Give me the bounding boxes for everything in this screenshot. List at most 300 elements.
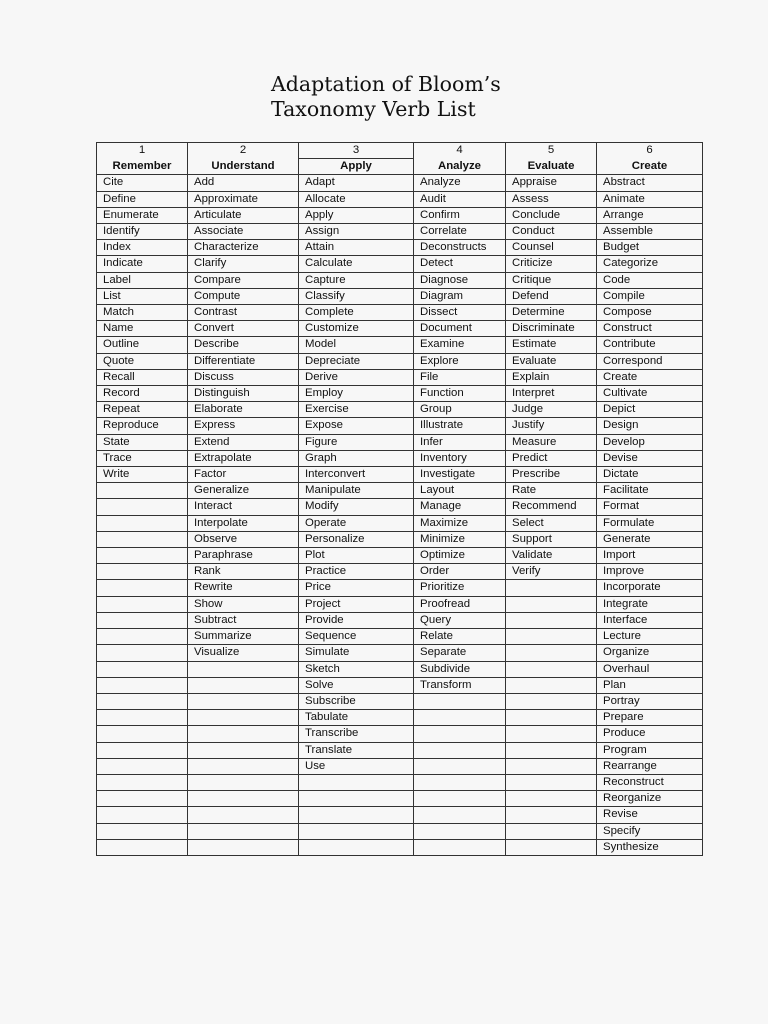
table-row xyxy=(97,515,703,531)
table-row xyxy=(97,337,703,353)
verb-cell xyxy=(97,596,188,612)
verb-cell xyxy=(97,791,188,807)
verb-cell xyxy=(97,612,188,628)
verb-cell: Proofread xyxy=(414,596,506,612)
table-row xyxy=(97,564,703,580)
verb-cell: Animate xyxy=(597,191,703,207)
verb-cell: Audit xyxy=(414,191,506,207)
verb-cell: Employ xyxy=(299,386,414,402)
verb-cell xyxy=(414,758,506,774)
verb-cell xyxy=(97,807,188,823)
verb-cell xyxy=(506,726,597,742)
verb-cell: Compute xyxy=(188,288,299,304)
verb-cell xyxy=(506,596,597,612)
level-number-cell: 6 xyxy=(597,143,703,159)
verb-cell: Transcribe xyxy=(299,726,414,742)
level-header-row xyxy=(97,159,703,175)
verb-cell: Investigate xyxy=(414,467,506,483)
verb-cell xyxy=(188,791,299,807)
verb-cell: Approximate xyxy=(188,191,299,207)
verb-cell: Define xyxy=(97,191,188,207)
level-number-cell: 1 xyxy=(97,143,188,159)
verb-cell: Rearrange xyxy=(597,758,703,774)
verb-cell: Predict xyxy=(506,450,597,466)
verb-cell: Allocate xyxy=(299,191,414,207)
verb-cell xyxy=(97,758,188,774)
verb-cell: Overhaul xyxy=(597,661,703,677)
verb-cell xyxy=(97,774,188,790)
verb-cell: Reorganize xyxy=(597,791,703,807)
verb-cell: Appraise xyxy=(506,175,597,191)
verb-cell: Sketch xyxy=(299,661,414,677)
verb-cell: Subdivide xyxy=(414,661,506,677)
verb-cell: Cultivate xyxy=(597,386,703,402)
verb-cell xyxy=(97,629,188,645)
verb-cell xyxy=(188,710,299,726)
verb-cell: Detect xyxy=(414,256,506,272)
verb-cell: Recommend xyxy=(506,499,597,515)
verb-cell: Explore xyxy=(414,353,506,369)
document-title xyxy=(271,72,501,122)
verb-cell: Examine xyxy=(414,337,506,353)
verb-cell: Group xyxy=(414,402,506,418)
verb-cell: Subtract xyxy=(188,612,299,628)
table-row xyxy=(97,645,703,661)
verb-cell xyxy=(97,531,188,547)
verb-cell: Manipulate xyxy=(299,483,414,499)
verb-cell: Criticize xyxy=(506,256,597,272)
verb-cell: Select xyxy=(506,515,597,531)
verb-cell: Order xyxy=(414,564,506,580)
verb-cell xyxy=(506,645,597,661)
verb-cell: Expose xyxy=(299,418,414,434)
verb-cell: Support xyxy=(506,531,597,547)
level-number-cell: 2 xyxy=(188,143,299,159)
table-row xyxy=(97,612,703,628)
verb-cell: Integrate xyxy=(597,596,703,612)
verb-cell xyxy=(506,580,597,596)
verb-cell: Compile xyxy=(597,288,703,304)
verb-cell xyxy=(506,710,597,726)
verb-cell xyxy=(299,791,414,807)
verb-cell: Contribute xyxy=(597,337,703,353)
verb-cell xyxy=(506,774,597,790)
verb-cell xyxy=(188,742,299,758)
verb-cell: Estimate xyxy=(506,337,597,353)
verb-cell: Rank xyxy=(188,564,299,580)
verb-cell: Practice xyxy=(299,564,414,580)
verb-cell xyxy=(414,710,506,726)
table-row xyxy=(97,791,703,807)
verb-cell: Customize xyxy=(299,321,414,337)
verb-cell: Rate xyxy=(506,483,597,499)
table-row xyxy=(97,596,703,612)
table-row xyxy=(97,240,703,256)
verb-cell xyxy=(188,661,299,677)
verb-cell xyxy=(97,548,188,564)
table-row xyxy=(97,661,703,677)
verb-cell xyxy=(414,791,506,807)
verb-cell: Adapt xyxy=(299,175,414,191)
verb-cell: Express xyxy=(188,418,299,434)
verb-cell xyxy=(506,807,597,823)
verb-cell xyxy=(188,693,299,709)
verb-cell: Lecture xyxy=(597,629,703,645)
verb-cell: Contrast xyxy=(188,305,299,321)
verb-cell: Simulate xyxy=(299,645,414,661)
verb-cell: Classify xyxy=(299,288,414,304)
table-row xyxy=(97,677,703,693)
verb-cell xyxy=(97,839,188,855)
table-row xyxy=(97,467,703,483)
verb-cell: Layout xyxy=(414,483,506,499)
verb-cell: Provide xyxy=(299,612,414,628)
verb-cell xyxy=(97,661,188,677)
table-row xyxy=(97,774,703,790)
table-row xyxy=(97,224,703,240)
verb-cell: Elaborate xyxy=(188,402,299,418)
verb-cell: Portray xyxy=(597,693,703,709)
verb-cell: Use xyxy=(299,758,414,774)
verb-cell: Reconstruct xyxy=(597,774,703,790)
verb-cell: Match xyxy=(97,305,188,321)
verb-cell: Program xyxy=(597,742,703,758)
verb-cell: Prepare xyxy=(597,710,703,726)
column-header-remember: Remember xyxy=(97,159,188,175)
verb-cell: Import xyxy=(597,548,703,564)
verb-cell: Graph xyxy=(299,450,414,466)
verb-cell: Reproduce xyxy=(97,418,188,434)
verb-cell: Format xyxy=(597,499,703,515)
verb-cell xyxy=(414,823,506,839)
verb-cell xyxy=(188,726,299,742)
verb-cell: Paraphrase xyxy=(188,548,299,564)
verb-cell: Infer xyxy=(414,434,506,450)
verb-cell: Incorporate xyxy=(597,580,703,596)
verb-cell: Determine xyxy=(506,305,597,321)
table-row xyxy=(97,823,703,839)
verb-cell: Articulate xyxy=(188,207,299,223)
verb-cell: Describe xyxy=(188,337,299,353)
verb-cell xyxy=(414,807,506,823)
verb-cell xyxy=(506,742,597,758)
verb-cell: Optimize xyxy=(414,548,506,564)
verb-cell: Query xyxy=(414,612,506,628)
verb-cell: Assign xyxy=(299,224,414,240)
level-number-cell: 3 xyxy=(299,143,414,159)
table-row xyxy=(97,548,703,564)
verb-cell: Function xyxy=(414,386,506,402)
verb-cell xyxy=(97,515,188,531)
verb-cell xyxy=(299,807,414,823)
verb-cell: Synthesize xyxy=(597,839,703,855)
table-row xyxy=(97,434,703,450)
verb-cell: Interface xyxy=(597,612,703,628)
verb-cell: Measure xyxy=(506,434,597,450)
verb-cell: Extend xyxy=(188,434,299,450)
verb-cell: Correlate xyxy=(414,224,506,240)
verb-cell: Prioritize xyxy=(414,580,506,596)
verb-cell: Associate xyxy=(188,224,299,240)
table-row xyxy=(97,710,703,726)
verb-cell: Conclude xyxy=(506,207,597,223)
verb-cell: Record xyxy=(97,386,188,402)
column-header-evaluate: Evaluate xyxy=(506,159,597,175)
verb-cell: Illustrate xyxy=(414,418,506,434)
verb-cell: Convert xyxy=(188,321,299,337)
verb-cell xyxy=(506,677,597,693)
verb-cell: Separate xyxy=(414,645,506,661)
verb-cell: Label xyxy=(97,272,188,288)
verb-cell: Repeat xyxy=(97,402,188,418)
verb-table-body xyxy=(97,143,703,856)
verb-cell: Price xyxy=(299,580,414,596)
verb-cell: Distinguish xyxy=(188,386,299,402)
verb-cell: Code xyxy=(597,272,703,288)
verb-cell: Depict xyxy=(597,402,703,418)
verb-cell: Observe xyxy=(188,531,299,547)
verb-cell: Inventory xyxy=(414,450,506,466)
verb-cell: Discuss xyxy=(188,369,299,385)
verb-cell: Interpolate xyxy=(188,515,299,531)
verb-cell: Project xyxy=(299,596,414,612)
verb-cell: Generate xyxy=(597,531,703,547)
table-row xyxy=(97,353,703,369)
verb-cell: Analyze xyxy=(414,175,506,191)
verb-cell: Generalize xyxy=(188,483,299,499)
verb-cell: Interact xyxy=(188,499,299,515)
verb-cell: Formulate xyxy=(597,515,703,531)
verb-cell: Translate xyxy=(299,742,414,758)
verb-cell xyxy=(97,823,188,839)
verb-cell: Enumerate xyxy=(97,207,188,223)
verb-table xyxy=(96,142,703,856)
verb-cell xyxy=(97,483,188,499)
verb-cell xyxy=(97,710,188,726)
verb-cell: Create xyxy=(597,369,703,385)
verb-cell: Apply xyxy=(299,207,414,223)
verb-cell: Maximize xyxy=(414,515,506,531)
verb-cell xyxy=(299,839,414,855)
verb-cell: Cite xyxy=(97,175,188,191)
verb-cell: Write xyxy=(97,467,188,483)
table-row xyxy=(97,288,703,304)
verb-cell xyxy=(97,742,188,758)
verb-cell: Discriminate xyxy=(506,321,597,337)
verb-cell xyxy=(506,661,597,677)
verb-cell: Prescribe xyxy=(506,467,597,483)
verb-cell: Indicate xyxy=(97,256,188,272)
table-row xyxy=(97,386,703,402)
verb-cell xyxy=(414,839,506,855)
verb-cell: Plot xyxy=(299,548,414,564)
level-number-row xyxy=(97,143,703,159)
verb-cell xyxy=(506,823,597,839)
verb-cell: Sequence xyxy=(299,629,414,645)
verb-cell: Interpret xyxy=(506,386,597,402)
verb-cell: Compare xyxy=(188,272,299,288)
verb-cell xyxy=(188,677,299,693)
verb-cell: Dissect xyxy=(414,305,506,321)
verb-cell: Confirm xyxy=(414,207,506,223)
verb-cell xyxy=(97,580,188,596)
table-row xyxy=(97,531,703,547)
verb-cell: Factor xyxy=(188,467,299,483)
verb-cell: Recall xyxy=(97,369,188,385)
verb-cell: Design xyxy=(597,418,703,434)
verb-cell: Figure xyxy=(299,434,414,450)
title-line-2: Taxonomy Verb List xyxy=(271,97,476,121)
verb-cell: Minimize xyxy=(414,531,506,547)
verb-cell: Exercise xyxy=(299,402,414,418)
verb-cell xyxy=(506,629,597,645)
table-row xyxy=(97,207,703,223)
verb-cell: Calculate xyxy=(299,256,414,272)
table-row xyxy=(97,839,703,855)
column-header-create: Create xyxy=(597,159,703,175)
verb-cell xyxy=(188,839,299,855)
verb-cell xyxy=(414,693,506,709)
table-row xyxy=(97,483,703,499)
table-row xyxy=(97,175,703,191)
verb-cell: Identify xyxy=(97,224,188,240)
verb-cell: Budget xyxy=(597,240,703,256)
verb-cell xyxy=(188,807,299,823)
verb-cell: Derive xyxy=(299,369,414,385)
verb-cell: Counsel xyxy=(506,240,597,256)
verb-cell: Categorize xyxy=(597,256,703,272)
verb-cell xyxy=(506,758,597,774)
verb-cell: Specify xyxy=(597,823,703,839)
table-row xyxy=(97,272,703,288)
table-row xyxy=(97,499,703,515)
verb-cell: Index xyxy=(97,240,188,256)
verb-cell: Transform xyxy=(414,677,506,693)
verb-cell: Relate xyxy=(414,629,506,645)
verb-cell: Depreciate xyxy=(299,353,414,369)
table-row xyxy=(97,402,703,418)
verb-cell xyxy=(97,693,188,709)
verb-cell: Organize xyxy=(597,645,703,661)
verb-cell: Summarize xyxy=(188,629,299,645)
table-row xyxy=(97,191,703,207)
verb-cell: Add xyxy=(188,175,299,191)
table-row xyxy=(97,580,703,596)
table-row xyxy=(97,758,703,774)
verb-cell: Revise xyxy=(597,807,703,823)
verb-cell: Complete xyxy=(299,305,414,321)
verb-cell: Abstract xyxy=(597,175,703,191)
verb-cell: State xyxy=(97,434,188,450)
table-row xyxy=(97,369,703,385)
verb-cell: Validate xyxy=(506,548,597,564)
verb-cell xyxy=(414,726,506,742)
verb-cell: Devise xyxy=(597,450,703,466)
verb-cell: Personalize xyxy=(299,531,414,547)
verb-cell xyxy=(97,645,188,661)
verb-cell: Assemble xyxy=(597,224,703,240)
verb-cell: Trace xyxy=(97,450,188,466)
verb-cell xyxy=(506,693,597,709)
table-row xyxy=(97,256,703,272)
verb-cell: Extrapolate xyxy=(188,450,299,466)
verb-cell: Explain xyxy=(506,369,597,385)
verb-cell xyxy=(506,839,597,855)
verb-cell: Solve xyxy=(299,677,414,693)
verb-cell: Conduct xyxy=(506,224,597,240)
verb-cell: Manage xyxy=(414,499,506,515)
verb-cell xyxy=(97,499,188,515)
verb-cell: File xyxy=(414,369,506,385)
verb-cell xyxy=(414,774,506,790)
verb-cell xyxy=(188,823,299,839)
verb-cell xyxy=(97,564,188,580)
verb-cell: Model xyxy=(299,337,414,353)
verb-cell xyxy=(506,791,597,807)
verb-cell: Subscribe xyxy=(299,693,414,709)
verb-cell: Show xyxy=(188,596,299,612)
verb-cell: Assess xyxy=(506,191,597,207)
table-row xyxy=(97,693,703,709)
verb-cell: Construct xyxy=(597,321,703,337)
verb-cell: Arrange xyxy=(597,207,703,223)
verb-cell xyxy=(299,774,414,790)
verb-cell: Modify xyxy=(299,499,414,515)
verb-cell: Clarify xyxy=(188,256,299,272)
verb-cell: Compose xyxy=(597,305,703,321)
column-header-analyze: Analyze xyxy=(414,159,506,175)
title-line-1: Adaptation of Bloom’s xyxy=(271,72,501,96)
column-header-apply: Apply xyxy=(299,159,414,175)
column-header-understand: Understand xyxy=(188,159,299,175)
table-row xyxy=(97,450,703,466)
verb-cell xyxy=(188,774,299,790)
verb-cell: Name xyxy=(97,321,188,337)
verb-cell xyxy=(188,758,299,774)
verb-cell: Correspond xyxy=(597,353,703,369)
table-row xyxy=(97,629,703,645)
verb-cell: Tabulate xyxy=(299,710,414,726)
table-row xyxy=(97,418,703,434)
verb-cell: Deconstructs xyxy=(414,240,506,256)
verb-cell xyxy=(299,823,414,839)
verb-cell: Develop xyxy=(597,434,703,450)
verb-cell xyxy=(506,612,597,628)
verb-cell: Judge xyxy=(506,402,597,418)
verb-cell: Rewrite xyxy=(188,580,299,596)
verb-cell: Differentiate xyxy=(188,353,299,369)
verb-cell: List xyxy=(97,288,188,304)
verb-cell: Quote xyxy=(97,353,188,369)
verb-cell: Dictate xyxy=(597,467,703,483)
verb-cell: Justify xyxy=(506,418,597,434)
verb-cell xyxy=(414,742,506,758)
verb-cell xyxy=(97,677,188,693)
verb-cell: Capture xyxy=(299,272,414,288)
verb-cell: Critique xyxy=(506,272,597,288)
verb-cell: Plan xyxy=(597,677,703,693)
verb-cell: Improve xyxy=(597,564,703,580)
level-number-cell: 5 xyxy=(506,143,597,159)
verb-cell xyxy=(97,726,188,742)
table-row xyxy=(97,742,703,758)
verb-cell: Operate xyxy=(299,515,414,531)
verb-cell: Facilitate xyxy=(597,483,703,499)
verb-cell: Verify xyxy=(506,564,597,580)
table-row xyxy=(97,807,703,823)
verb-cell: Characterize xyxy=(188,240,299,256)
verb-cell: Outline xyxy=(97,337,188,353)
